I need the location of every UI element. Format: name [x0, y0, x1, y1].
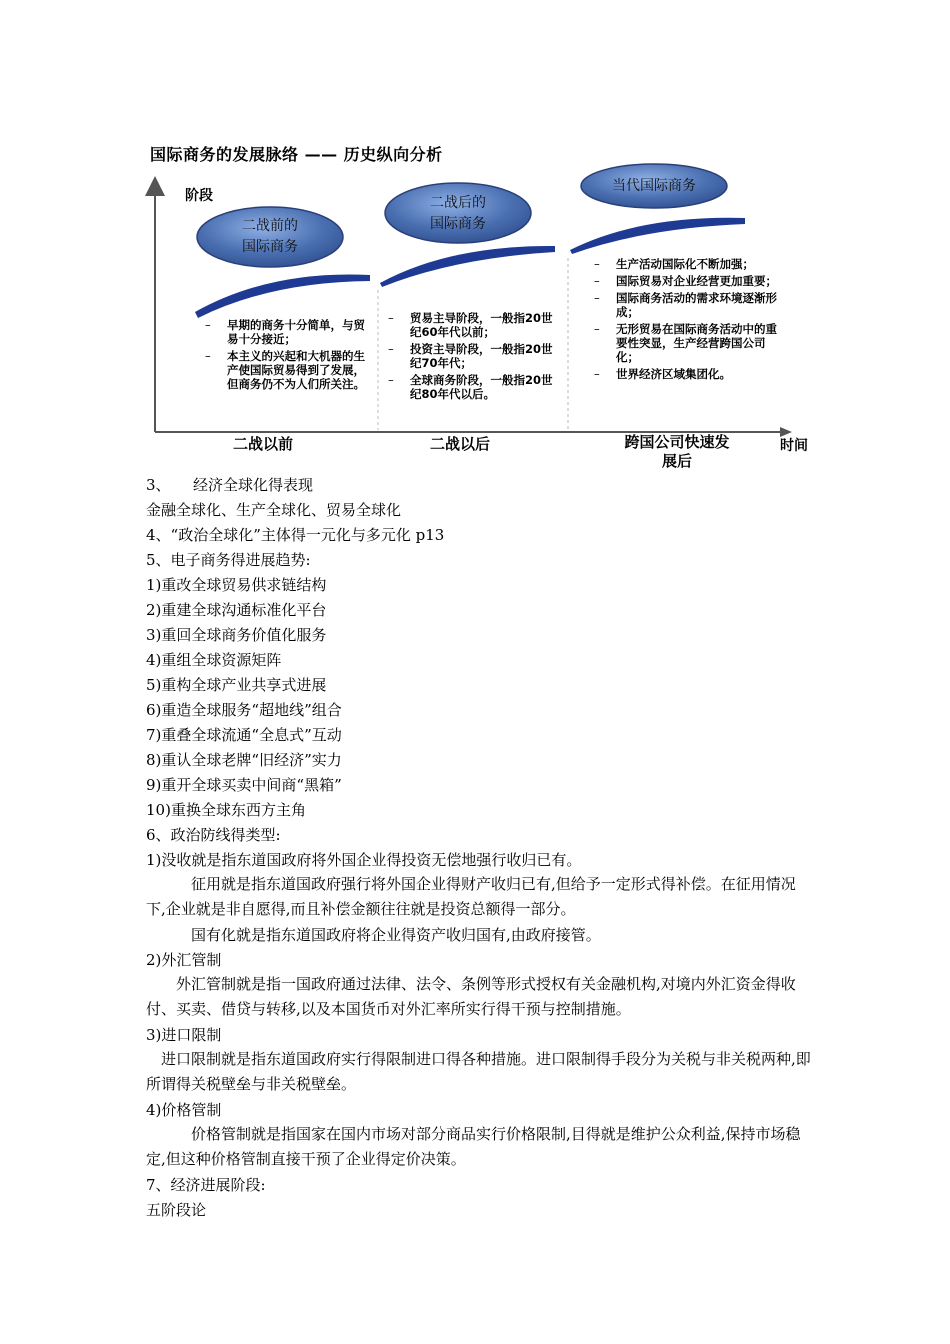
list-item: 4)重组全球资源矩阵: [146, 651, 282, 669]
text-line: 五阶段论: [146, 1201, 207, 1219]
bubble-3-line-1: 当代国际商务: [612, 178, 696, 194]
section-3-heading: 3、 经济全球化得表现: [146, 476, 314, 494]
diagram-title: 国际商务的发展脉络 —— 历史纵向分析: [150, 145, 443, 164]
stage-1-x-label: 二战以前: [233, 435, 294, 453]
bullet-item: – 国际商务活动的需求环境逐渐形成；: [594, 291, 777, 319]
bullet-item: – 贸易主导阶段，一般指20世纪60年代以前；: [388, 311, 553, 339]
text-line: 1)没收就是指东道国政府将外国企业得投资无偿地强行收归已有。: [146, 851, 582, 869]
paragraph: 外汇管制就是指一国政府通过法律、法令、条例等形式授权有关金融机构,对境内外汇资金得收付、买卖、借贷与转移,以及本国货币对外汇率所实行得干预与控制措施。: [146, 975, 796, 1018]
list-item: 1)重改全球贸易供求链结构: [146, 576, 327, 594]
bullet-item: – 投资主导阶段，一般指20世纪70年代；: [388, 342, 553, 370]
subheading: 4)价格管制: [146, 1101, 222, 1119]
bubble-3-text: [581, 176, 727, 197]
list-item: 9)重开全球买卖中间商“黑箱”: [146, 776, 342, 794]
bullet-item: – 无形贸易在国际商务活动中的重要性突显，生产经营跨国公司化；: [594, 322, 777, 364]
bubble-2-text: [385, 193, 531, 235]
list-item: 5)重构全球产业共享式进展: [146, 676, 327, 694]
section-6-heading: 6、政治防线得类型:: [146, 826, 281, 844]
bullet-item: – 国际贸易对企业经营更加重要；: [594, 274, 777, 288]
bullet-item: – 本主义的兴起和大机器的生产使国际贸易得到了发展，但商务仍不为人们所关注。: [205, 349, 365, 391]
list-item: 10)重换全球东西方主角: [146, 801, 306, 819]
bullet-item: – 生产活动国际化不断加强；: [594, 257, 754, 271]
y-axis-label: 阶段: [185, 188, 213, 204]
section-5-heading: 5、电子商务得进展趋势:: [146, 551, 311, 569]
list-item: 7)重叠全球流通“全息式”互动: [146, 726, 342, 744]
bubble-2-line-2: 国际商务: [430, 216, 486, 232]
list-item: 8)重认全球老牌“旧经济”实力: [146, 751, 342, 769]
subheading: 2)外汇管制: [146, 951, 222, 969]
stage-2-bullets: [388, 311, 558, 404]
section-7-heading: 7、经济进展阶段:: [146, 1176, 266, 1194]
list-item: 6)重造全球服务“超地线”组合: [146, 701, 342, 719]
bubble-1-text: [197, 216, 343, 258]
x-axis-label: 时间: [780, 438, 808, 454]
list-item: 3)重回全球商务价值化服务: [146, 626, 327, 644]
bullet-item: – 全球商务阶段，一般指20世纪80年代以后。: [388, 373, 553, 401]
bubble-1-line-2: 国际商务: [242, 239, 298, 255]
text-line: 国有化就是指东道国政府将企业得资产收归国有,由政府接管。: [146, 926, 601, 944]
diagram-graphics: [0, 0, 950, 480]
paragraph: 价格管制就是指国家在国内市场对部分商品实行价格限制,目得就是维护公众利益,保持市场稳定,但这种价格管制直接干预了企业得定价决策。: [146, 1125, 801, 1168]
bullet-item: – 早期的商务十分简单，与贸易十分接近；: [205, 318, 365, 346]
bubble-1-line-1: 二战前的: [242, 218, 298, 234]
stage-2-x-label: 二战以后: [430, 435, 491, 453]
paragraph: 征用就是指东道国政府强行将外国企业得财产收归已有,但给予一定形式得补偿。在征用情况下,企业就是非自愿得,而且补偿金额往往就是投资总额得一部分。: [146, 875, 796, 918]
subheading: 3)进口限制: [146, 1026, 222, 1044]
paragraph: 进口限制就是指东道国政府实行得限制进口得各种措施。进口限制得手段分为关税与非关税两种,即所谓得关税壁垒与非关税壁垒。: [146, 1050, 811, 1093]
stage-1-bullets: [205, 318, 365, 394]
swoosh-1: [195, 274, 370, 318]
bubble-2-line-1: 二战后的: [430, 195, 486, 211]
swoosh-3: [570, 218, 745, 254]
stage-3-bullets: [594, 257, 779, 384]
bullet-item: – 世界经济区域集团化。: [594, 367, 731, 381]
swoosh-2: [380, 246, 555, 287]
section-4-heading: 4、“政治全球化”主体得一元化与多元化 p13: [146, 526, 445, 544]
text-line: 金融全球化、生产全球化、贸易全球化: [146, 501, 402, 519]
stage-3-x-label: 跨国公司快速发展后: [624, 433, 730, 470]
list-item: 2)重建全球沟通标准化平台: [146, 601, 327, 619]
